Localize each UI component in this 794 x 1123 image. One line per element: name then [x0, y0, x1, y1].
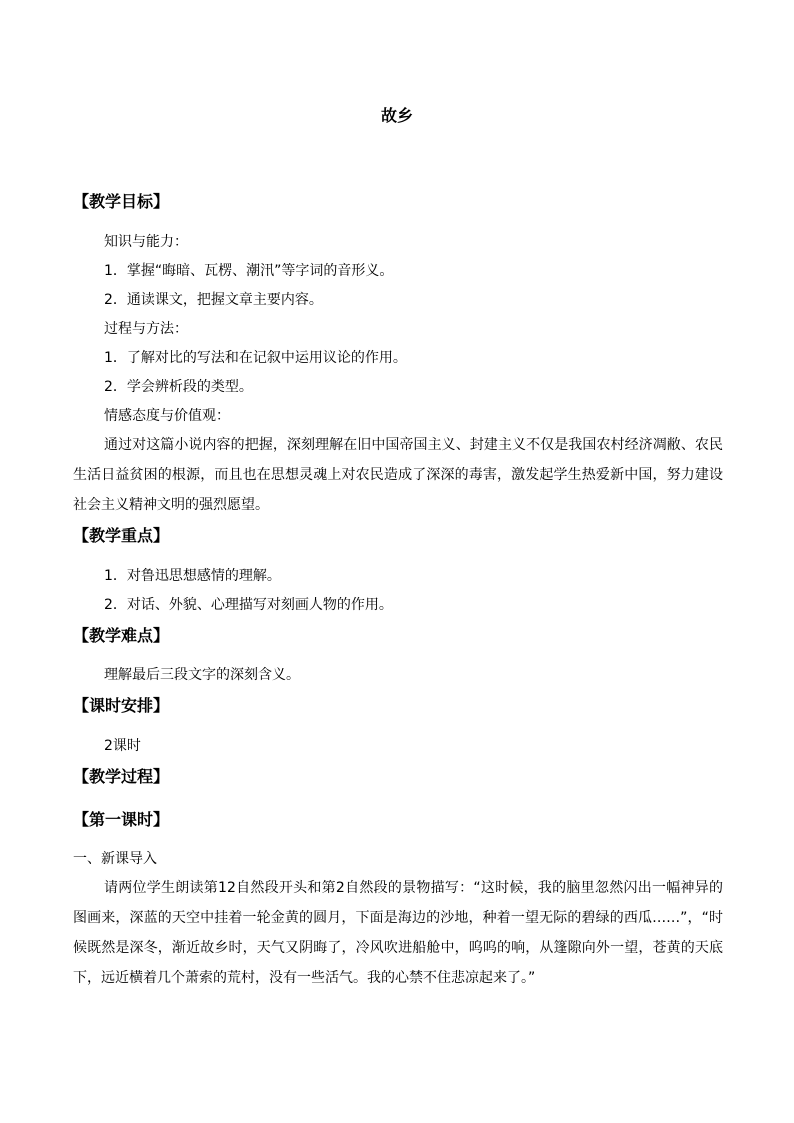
- process-item-1: 1．了解对比的写法和在记叙中运用议论的作用。: [104, 350, 407, 366]
- difficulties-text: 理解最后三段文字的深刻含义。: [104, 667, 300, 683]
- first-lesson-heading: 【第一课时】: [73, 810, 170, 829]
- process-heading: 【教学过程】: [73, 767, 170, 786]
- intro-paragraph: 请两位学生朗读第12自然段开头和第2自然段的景物描写：“这时候，我的脑里忽然闪出一幅神异的图画来，深蓝的天空中挂着一轮金黄的圆月，下面是海边的沙地，种着一望无际的碧绿的西瓜……”，“时候既然是深冬，渐近故乡时，天气又阴晦了，冷风吹进船舱中，呜呜的响，从篷隙向外一望，苍黄的天底下，远近横着几个萧索的荒村，没有一些活气。我的心禁不住悲凉起来了。”: [73, 880, 723, 986]
- key-point-item-2: 2．对话、外貌、心理描写对刻画人物的作用。: [104, 597, 393, 613]
- knowledge-label: 知识与能力：: [104, 234, 188, 250]
- schedule-text: 2课时: [104, 738, 141, 754]
- emotion-label: 情感态度与价值观：: [104, 408, 230, 424]
- document-title: 故乡: [380, 106, 413, 125]
- objectives-heading: 【教学目标】: [73, 192, 170, 211]
- knowledge-item-1: 1．掌握“晦暗、瓦楞、潮汛”等字词的音形义。: [104, 263, 394, 279]
- key-point-item-1: 1．对鲁迅思想感情的理解。: [104, 568, 281, 584]
- schedule-heading: 【课时安排】: [73, 696, 170, 715]
- process-label: 过程与方法：: [104, 321, 188, 337]
- difficulties-heading: 【教学难点】: [73, 626, 170, 645]
- key-points-heading: 【教学重点】: [73, 526, 170, 545]
- knowledge-item-2: 2．通读课文，把握文章主要内容。: [104, 292, 323, 308]
- process-item-2: 2．学会辨析段的类型。: [104, 379, 253, 395]
- emotion-paragraph: 通过对这篇小说内容的把握，深刻理解在旧中国帝国主义、封建主义不仅是我国农村经济凋敝、农民生活日益贫困的根源，而且也在思想灵魂上对农民造成了深深的毒害，激发起学生热爱新中国，努力建设社会主义精神文明的强烈愿望。: [73, 437, 723, 513]
- intro-heading: 一、新课导入: [73, 851, 157, 867]
